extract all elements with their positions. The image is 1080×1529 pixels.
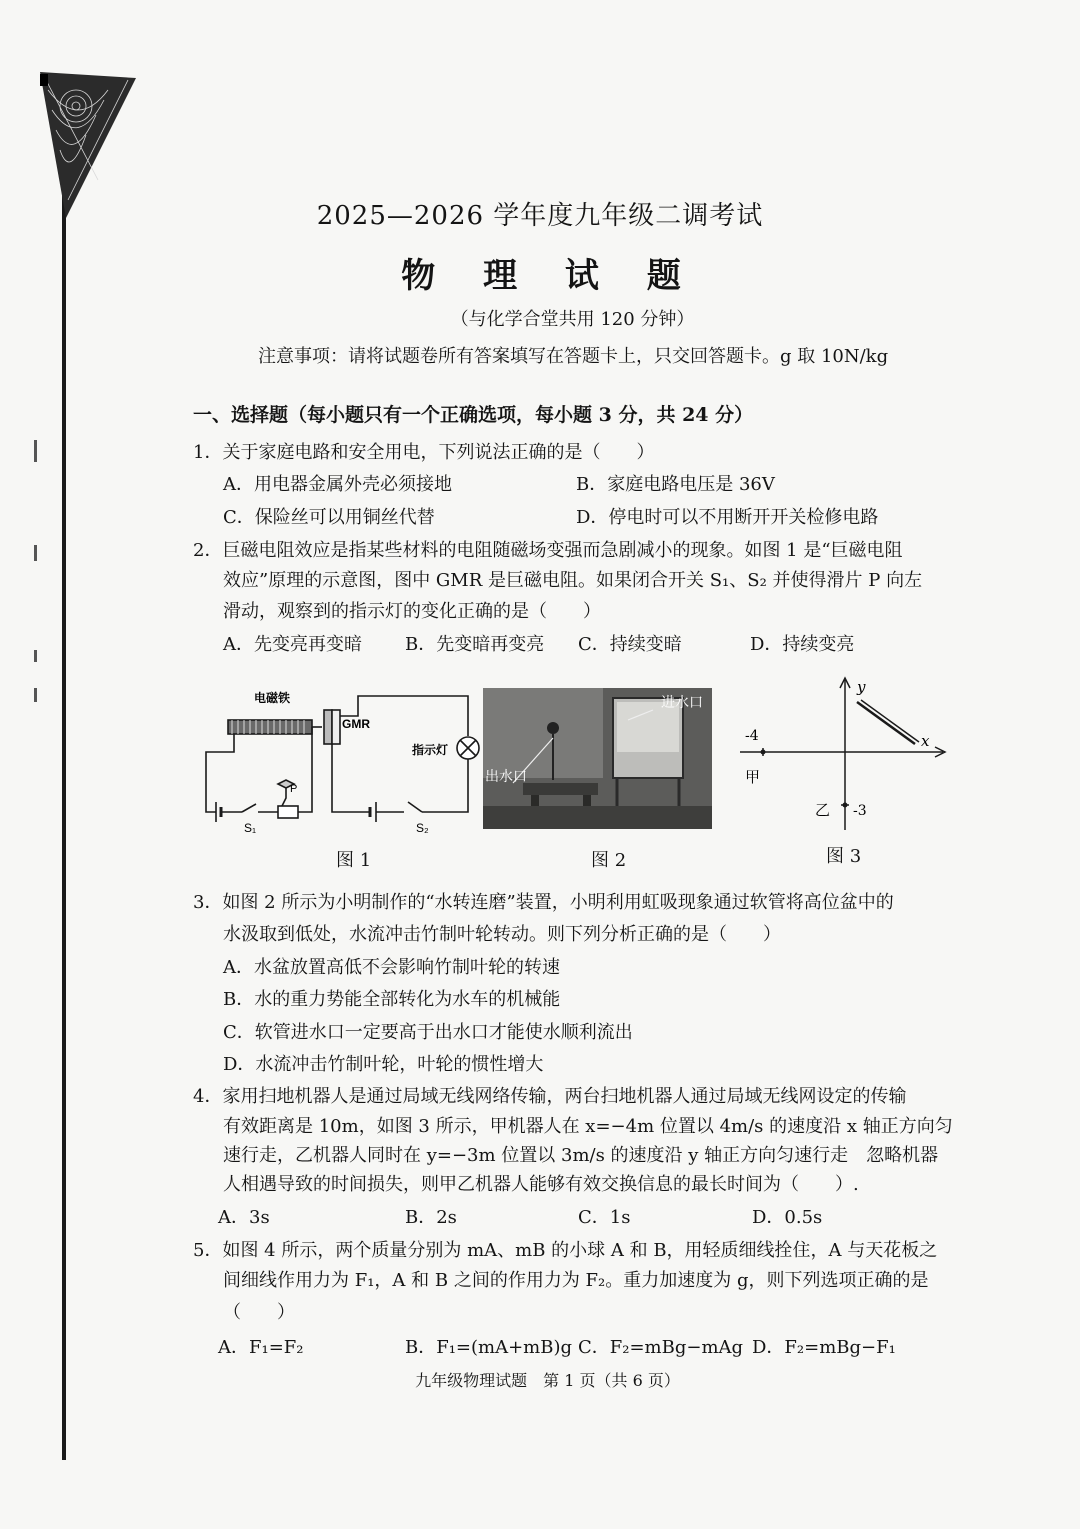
question-4-line-3: 速行走，乙机器人同时在 y=−3m 位置以 3m/s 的速度沿 y 轴正方向匀速行走 忽略机器 bbox=[223, 1145, 939, 1166]
question-4-option-b: B．2s bbox=[405, 1207, 457, 1228]
page-footer: 九年级物理试题 第 1 页（共 6 页） bbox=[415, 1371, 680, 1390]
question-4-line-4: 人相遇导致的时间损失，则甲乙机器人能够有效交换信息的最长时间为（ ）. bbox=[223, 1174, 859, 1195]
question-4-line-2: 有效距离是 10m，如图 3 所示，甲机器人在 x=−4m 位置以 4m/s 的速度沿 x 轴正方向匀 bbox=[223, 1116, 953, 1137]
question-3-option-b: B．水的重力势能全部转化为水车的机械能 bbox=[223, 989, 561, 1010]
question-3-option-a: A．水盆放置高低不会影响竹制叶轮的转速 bbox=[223, 957, 560, 978]
fig1-gmr-label: GMR bbox=[342, 717, 370, 731]
figure-3-caption: 图 3 bbox=[826, 846, 862, 867]
question-5-option-a: A．F₁=F₂ bbox=[218, 1337, 304, 1358]
question-3-line-1: 3．如图 2 所示为小明制作的“水转连磨”装置，小明利用虹吸现象通过软管将高位盆中的 bbox=[193, 892, 894, 913]
question-5-line-1: 5．如图 4 所示，两个质量分别为 mA、mB 的小球 A 和 B，用轻质细线拴住，A 与天花板之 bbox=[193, 1240, 938, 1261]
question-2-line-3: 滑动，观察到的指示灯的变化正确的是（ ） bbox=[223, 601, 601, 622]
question-2-option-a: A．先变亮再变暗 bbox=[223, 634, 362, 655]
question-5-line-3: （ ） bbox=[223, 1302, 295, 1323]
figure-1-caption: 图 1 bbox=[336, 850, 372, 871]
question-3-line-2: 水汲取到低处，水流冲击竹制叶轮转动。则下列分析正确的是（ ） bbox=[223, 924, 781, 945]
fig1-lamp-label: 指示灯 bbox=[412, 743, 449, 757]
fig2-inlet-label: 进水口 bbox=[661, 695, 703, 711]
exam-subtitle: （与化学合堂共用 120 分钟） bbox=[450, 309, 695, 330]
fig1-electromagnet-label: 电磁铁 bbox=[254, 691, 291, 705]
edge-mark bbox=[34, 545, 37, 561]
question-2-line-2: 效应”原理的示意图，图中 GMR 是巨磁电阻。如果闭合开关 S₁、S₂ 并使得滑片 P 向左 bbox=[223, 570, 923, 591]
question-2-option-d: D．持续变亮 bbox=[750, 634, 855, 655]
question-1-option-b: B．家庭电路电压是 36V bbox=[576, 474, 775, 495]
page-title: 物 理 试 题 bbox=[401, 256, 699, 296]
figure-2-caption: 图 2 bbox=[591, 850, 627, 871]
question-1-option-a: A．用电器金属外壳必须接地 bbox=[223, 474, 452, 495]
question-3-option-c: C．软管进水口一定要高于出水口才能使水顺利流出 bbox=[223, 1022, 633, 1043]
fig3-jia-label: 甲 bbox=[745, 768, 761, 786]
question-5-option-c: C．F₂=mBg−mAg bbox=[578, 1337, 744, 1358]
question-1-option-d: D．停电时可以不用断开开关检修电路 bbox=[576, 507, 879, 528]
edge-mark bbox=[34, 650, 37, 662]
question-1-option-c: C．保险丝可以用铜丝代替 bbox=[223, 507, 435, 528]
fig3-yi-label: 乙 bbox=[815, 801, 831, 819]
question-4-option-c: C．1s bbox=[578, 1207, 631, 1228]
fig3-robot-jia-point bbox=[761, 750, 766, 755]
question-4-option-a: A．3s bbox=[218, 1207, 270, 1228]
question-2-option-c: C．持续变暗 bbox=[578, 634, 682, 655]
question-4-option-d: D．0.5s bbox=[752, 1207, 823, 1228]
fig3-robot-yi-point bbox=[843, 803, 848, 808]
question-2-option-b: B．先变暗再变亮 bbox=[405, 634, 545, 655]
question-5-line-2: 间细线作用力为 F₁，A 和 B 之间的作用力为 F₂。重力加速度为 g，则下列选项正确的是 bbox=[223, 1270, 929, 1291]
section-title: 一、选择题（每小题只有一个正确选项，每小题 3 分，共 24 分） bbox=[193, 404, 754, 426]
fig3-x-axis-label: x bbox=[921, 732, 930, 750]
question-1-stem: 1．关于家庭电路和安全用电，下列说法正确的是（ ） bbox=[193, 442, 655, 463]
exam-notice: 注意事项：请将试题卷所有答案填写在答题卡上，只交回答题卡。g 取 10N/kg bbox=[258, 346, 889, 367]
fig3-y-axis-label: y bbox=[857, 678, 866, 696]
question-5-option-b: B．F₁=(mA+mB)g bbox=[405, 1337, 573, 1358]
fig3-minus3-label: -3 bbox=[853, 803, 867, 819]
fig2-outlet-label: 出水口 bbox=[485, 769, 527, 785]
fig3-minus4-label: -4 bbox=[745, 728, 759, 744]
question-5-option-d: D．F₂=mBg−F₁ bbox=[752, 1337, 896, 1358]
question-3-option-d: D．水流冲击竹制叶轮，叶轮的惯性增大 bbox=[223, 1054, 544, 1075]
edge-mark bbox=[34, 688, 37, 702]
edge-mark bbox=[34, 440, 37, 462]
figure-1-circuit-diagram bbox=[190, 686, 480, 836]
question-2-line-1: 2．巨磁电阻效应是指某些材料的电阻随磁场变强而急剧减小的现象。如图 1 是“巨磁电阻 bbox=[193, 540, 903, 561]
fig1-s2-label: S₂ bbox=[416, 821, 429, 835]
figure-3-coordinate-axes bbox=[735, 672, 950, 837]
exam-year-title: 2025—2026 学年度九年级二调考试 bbox=[316, 201, 764, 231]
fig1-s1-label: S₁ bbox=[244, 821, 257, 835]
fig1-p-label: P bbox=[290, 783, 298, 795]
figure-2-photo bbox=[483, 688, 712, 829]
question-4-line-1: 4．家用扫地机器人是通过局域无线网络传输，两台扫地机器人通过局域无线网设定的传输 bbox=[193, 1086, 907, 1107]
